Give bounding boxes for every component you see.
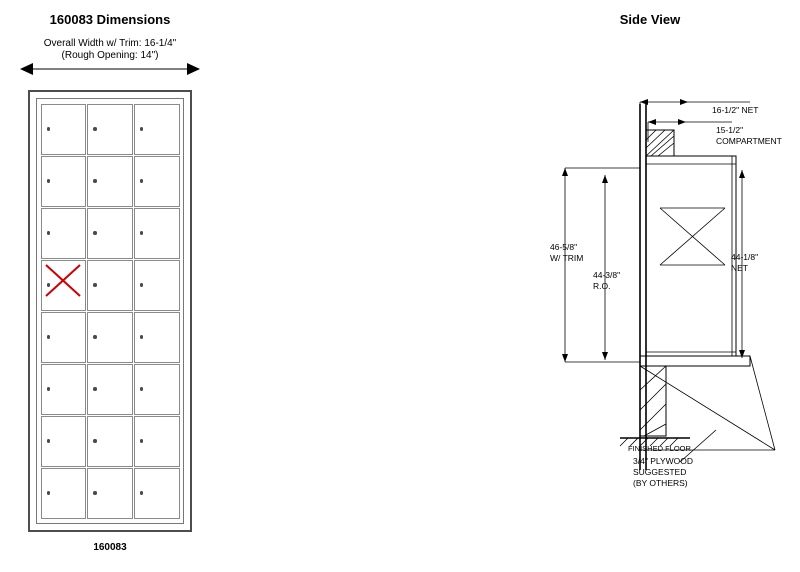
- door-lock-icon: [93, 231, 97, 235]
- mailbox-door[interactable]: [87, 364, 133, 415]
- mailbox-door[interactable]: [41, 416, 87, 467]
- overall-width-label: Overall Width w/ Trim: 16-1/4": [43, 38, 177, 49]
- side-view-drawing: [520, 90, 790, 470]
- mailbox-door[interactable]: [41, 312, 87, 363]
- mailbox-door[interactable]: [87, 156, 133, 207]
- rough-opening-label: (Rough Opening: 14"): [61, 50, 159, 61]
- finished-floor-note: FINISHED FLOOR: [628, 444, 691, 453]
- door-lock-icon: [140, 335, 144, 339]
- door-lock-icon: [140, 439, 144, 443]
- door-lock-icon: [47, 283, 51, 287]
- mailbox-door[interactable]: [87, 416, 133, 467]
- mailbox-door[interactable]: [41, 208, 87, 259]
- door-lock-icon: [93, 335, 97, 339]
- plywood-note-line2: SUGGESTED: [633, 467, 687, 477]
- door-lock-icon: [93, 283, 97, 287]
- door-lock-icon: [47, 179, 51, 183]
- mailbox-door-marked[interactable]: [41, 260, 87, 311]
- door-lock-icon: [140, 491, 144, 495]
- mailbox-door[interactable]: [41, 468, 87, 519]
- door-lock-icon: [140, 231, 144, 235]
- compartment-width-label-line1: 15-1/2": [716, 125, 744, 135]
- mailbox-door[interactable]: [134, 468, 180, 519]
- mailbox-door[interactable]: [87, 312, 133, 363]
- width-dimension-arrow: [20, 62, 200, 76]
- height-with-trim-label-line1: 46-5/8": [550, 242, 578, 252]
- mailbox-door[interactable]: [134, 104, 180, 155]
- front-view-title: 160083 Dimensions: [49, 12, 171, 27]
- net-height-label-line1: 44-1/8": [731, 252, 759, 262]
- mailbox-door[interactable]: [41, 364, 87, 415]
- door-lock-icon: [47, 491, 51, 495]
- mailbox-door[interactable]: [41, 104, 87, 155]
- mailbox-door[interactable]: [134, 156, 180, 207]
- net-height-label-line2: NET: [731, 263, 748, 273]
- rough-opening-height-label-line1: 44-3/8": [593, 270, 621, 280]
- side-view-title: Side View: [619, 12, 681, 27]
- mailbox-door[interactable]: [87, 260, 133, 311]
- mailbox-door[interactable]: [134, 312, 180, 363]
- mailbox-door[interactable]: [87, 468, 133, 519]
- mailbox-door[interactable]: [134, 208, 180, 259]
- door-lock-icon: [140, 127, 144, 131]
- compartment-width-label-line2: COMPARTMENT: [716, 136, 782, 146]
- mailbox-door[interactable]: [87, 208, 133, 259]
- door-lock-icon: [93, 179, 97, 183]
- door-lock-icon: [93, 439, 97, 443]
- rough-opening-height-label-line2: R.O.: [593, 281, 611, 291]
- plywood-note-line1: 3/4" PLYWOOD: [633, 456, 694, 466]
- door-lock-icon: [140, 387, 144, 391]
- door-lock-icon: [47, 231, 51, 235]
- mailbox-door[interactable]: [134, 364, 180, 415]
- net-width-label: 16-1/2" NET: [712, 105, 759, 115]
- mailbox-door[interactable]: [87, 104, 133, 155]
- mailbox-door[interactable]: [134, 260, 180, 311]
- mailbox-door[interactable]: [41, 156, 87, 207]
- mailbox-door-grid: [40, 103, 180, 519]
- door-lock-icon: [93, 387, 97, 391]
- plywood-note-line3: (BY OTHERS): [633, 478, 688, 488]
- door-lock-icon: [140, 179, 144, 183]
- mailbox-door[interactable]: [134, 416, 180, 467]
- door-lock-icon: [93, 127, 97, 131]
- door-lock-icon: [47, 439, 51, 443]
- door-lock-icon: [47, 335, 51, 339]
- door-lock-icon: [140, 283, 144, 287]
- door-lock-icon: [93, 491, 97, 495]
- door-lock-icon: [47, 387, 51, 391]
- front-view-caption: 160083: [93, 542, 127, 553]
- door-lock-icon: [47, 127, 51, 131]
- height-with-trim-label-line2: W/ TRIM: [550, 253, 584, 263]
